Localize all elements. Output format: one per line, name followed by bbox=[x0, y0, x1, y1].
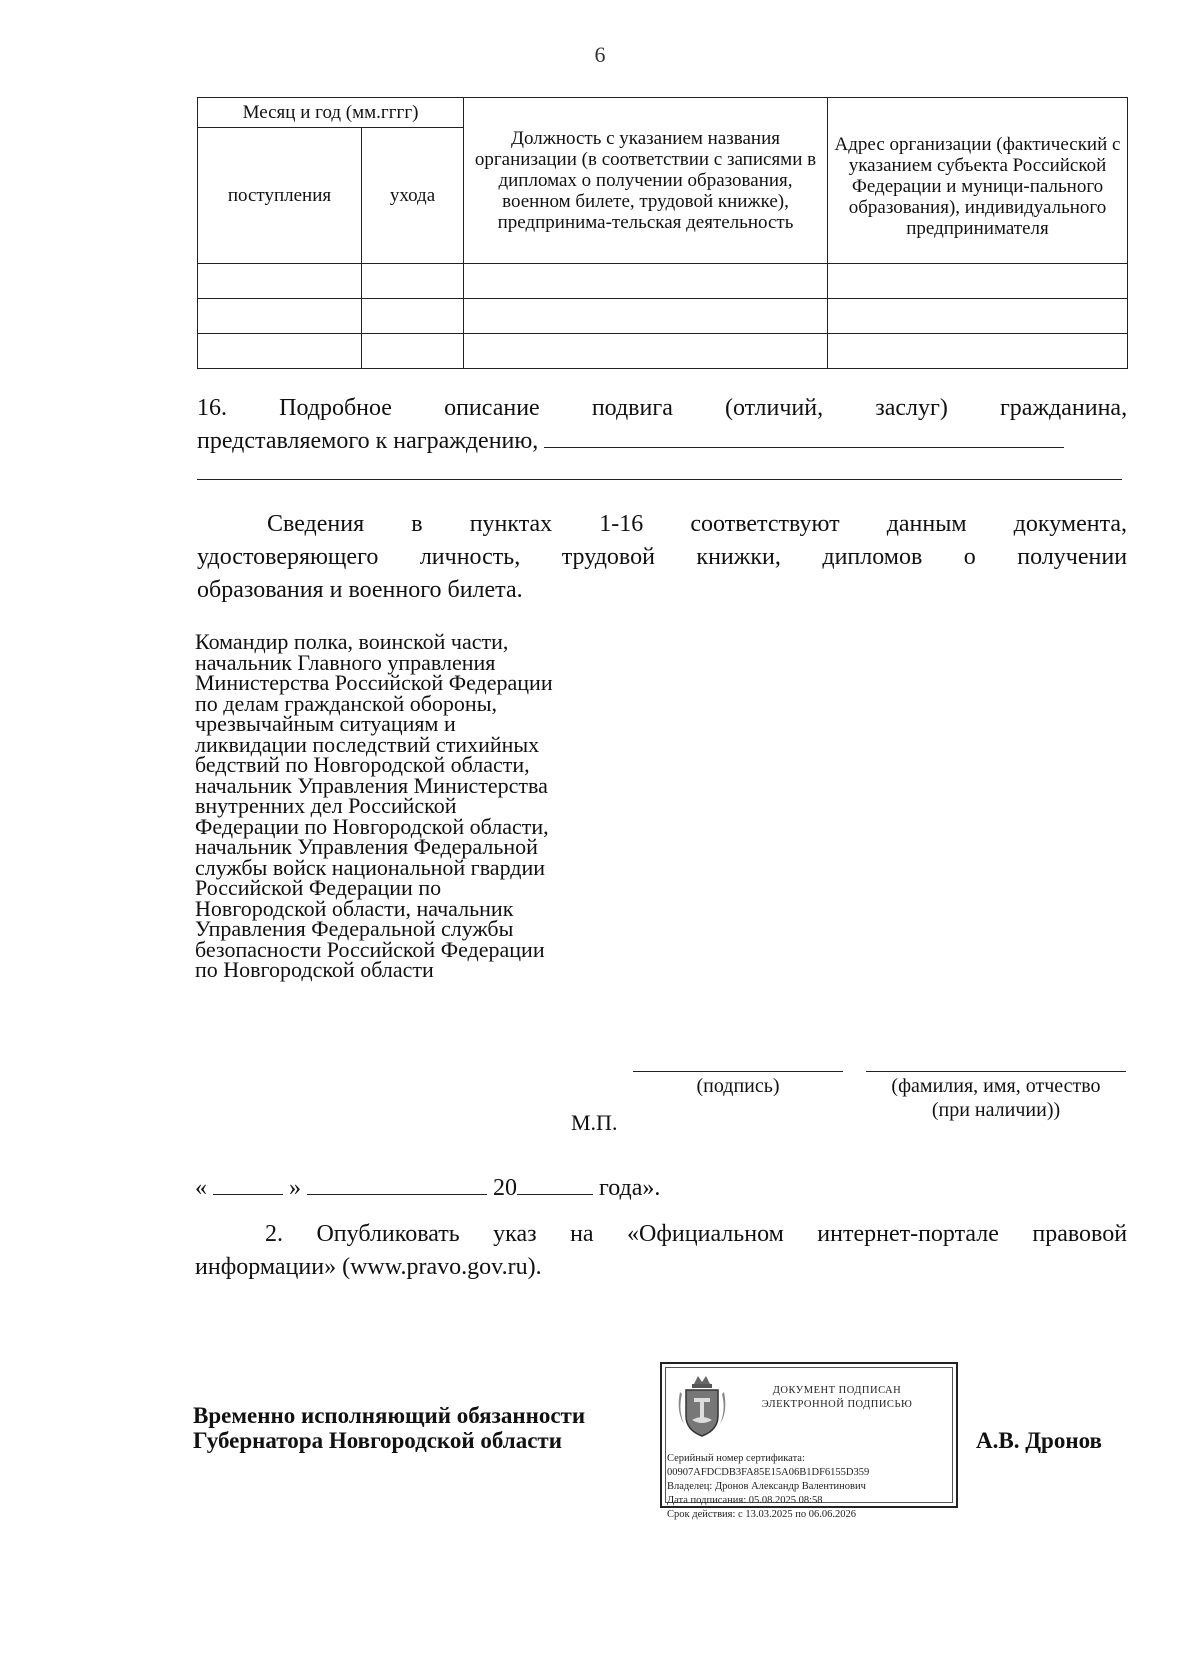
word: Опубликовать bbox=[316, 1221, 460, 1247]
table-row bbox=[198, 264, 1128, 299]
fio-caption-line1: (фамилия, имя, отчество bbox=[891, 1075, 1101, 1097]
confirmation-line3: образования и военного билета. bbox=[197, 577, 523, 603]
fill-line bbox=[544, 425, 1064, 448]
date-open-quote: « bbox=[195, 1175, 207, 1201]
item16-label: представляемого к награждению, bbox=[197, 428, 539, 454]
table-cell bbox=[828, 264, 1128, 299]
e-signature-stamp bbox=[660, 1362, 958, 1520]
word: на bbox=[570, 1221, 594, 1247]
item16-line1 bbox=[197, 392, 1127, 425]
word: о bbox=[963, 544, 976, 570]
year-prefix: 20 bbox=[493, 1175, 517, 1201]
stamp-owner: Владелец: Дронов Александр Валентинович bbox=[667, 1481, 866, 1492]
word: в bbox=[411, 511, 423, 537]
word: указ bbox=[493, 1221, 537, 1247]
table-cell bbox=[362, 264, 464, 299]
item2-line2: информации» (www.pravo.gov.ru). bbox=[195, 1254, 542, 1280]
word: 2. bbox=[265, 1221, 283, 1247]
date-suffix: года». bbox=[599, 1175, 661, 1201]
signer-title-line2: Губернатора Новгородской области bbox=[193, 1428, 562, 1453]
signer-title bbox=[193, 1403, 585, 1453]
word: удостоверяющего bbox=[197, 544, 379, 570]
work-history-table bbox=[197, 97, 1128, 369]
header-month-year: Месяц и год (мм.гггг) bbox=[198, 98, 464, 128]
table-cell bbox=[362, 299, 464, 334]
table-cell bbox=[464, 264, 828, 299]
word: книжки, bbox=[696, 544, 781, 570]
confirmation-paragraph bbox=[197, 508, 1127, 607]
stamp-title bbox=[752, 1384, 922, 1412]
coat-of-arms-icon bbox=[674, 1372, 730, 1442]
header-leave: ухода bbox=[362, 128, 464, 264]
page-number: 6 bbox=[594, 42, 606, 67]
table-cell bbox=[198, 264, 362, 299]
word: «Официальном bbox=[627, 1221, 784, 1247]
word: описание bbox=[444, 395, 540, 421]
table-cell bbox=[198, 334, 362, 369]
word: пунктах bbox=[469, 511, 553, 537]
year-blank bbox=[517, 1172, 593, 1195]
stamp-serial: 00907AFDCDB3FA85E15A06B1DF6155D359 bbox=[667, 1467, 870, 1478]
word: Подробное bbox=[279, 395, 392, 421]
word: гражданина, bbox=[999, 395, 1128, 421]
day-blank bbox=[213, 1172, 283, 1195]
month-blank bbox=[307, 1172, 487, 1195]
stamp-signed-date: Дата подписания: 05.08.2025 08:58 bbox=[667, 1495, 823, 1506]
word: трудовой bbox=[561, 544, 655, 570]
signature-caption: (подпись) bbox=[696, 1075, 780, 1097]
item2-line1 bbox=[195, 1218, 1127, 1251]
word: документа, bbox=[1013, 511, 1128, 537]
date-line bbox=[195, 1172, 660, 1202]
table-cell bbox=[464, 299, 828, 334]
seal-place: М.П. bbox=[571, 1110, 618, 1135]
word: Сведения bbox=[267, 511, 365, 537]
item16-line2 bbox=[197, 425, 1127, 458]
stamp-title-line2: ЭЛЕКТРОННОЙ ПОДПИСЬЮ bbox=[761, 1399, 913, 1410]
header-address: Адрес организации (фактический с указанием субъекта Российской Федерации и муници-пального образования), индивидуального предпринимателя bbox=[828, 98, 1128, 264]
word: 16. bbox=[197, 395, 227, 421]
fio-caption bbox=[856, 1074, 1136, 1122]
table-cell bbox=[464, 334, 828, 369]
word: заслуг) bbox=[875, 395, 948, 421]
date-close-quote: » bbox=[289, 1175, 301, 1201]
stamp-validity: Срок действия: с 13.03.2025 по 06.06.2026 bbox=[667, 1509, 856, 1520]
table-cell bbox=[828, 299, 1128, 334]
signer-title-line1: Временно исполняющий обязанности bbox=[193, 1403, 586, 1428]
table-cell bbox=[198, 299, 362, 334]
fill-line bbox=[197, 479, 1122, 480]
word: подвига bbox=[591, 395, 673, 421]
word: получении bbox=[1017, 544, 1128, 570]
word: дипломов bbox=[822, 544, 923, 570]
word: правовой bbox=[1032, 1221, 1128, 1247]
signature-line bbox=[633, 1071, 843, 1072]
stamp-serial-label: Серийный номер сертификата: bbox=[667, 1453, 805, 1464]
word: соответствуют bbox=[690, 511, 840, 537]
table-row bbox=[198, 334, 1128, 369]
commander-title: Командир полка, воинской части, начальник Главного управления Министерства Российской Федерации по делам гражданской обороны, чрезвычайным ситуациям и ликвидации последствий стихийных бедствий по Новгородской области, начальник Управления Министерства внутренних дел Российской Федерации по Новгородской области, начальник Управления Федеральной службы войск национальной гвардии Российской Федерации по Новгородской области, начальник Управления Федеральной службы безопасности Российской Федерации по Новгородской области bbox=[195, 629, 553, 982]
table-row bbox=[198, 299, 1128, 334]
stamp-details bbox=[667, 1452, 952, 1522]
confirmation-line2 bbox=[197, 541, 1127, 574]
fio-line bbox=[866, 1071, 1126, 1072]
word: данным bbox=[886, 511, 967, 537]
confirmation-line1 bbox=[197, 508, 1127, 541]
signer-name: А.В. Дронов bbox=[976, 1428, 1102, 1453]
table-cell bbox=[362, 334, 464, 369]
header-entry: поступления bbox=[198, 128, 362, 264]
word: интернет-портале bbox=[817, 1221, 999, 1247]
word: 1-16 bbox=[599, 511, 644, 537]
table-cell bbox=[828, 334, 1128, 369]
item2-paragraph bbox=[195, 1218, 1127, 1284]
item16-paragraph bbox=[197, 392, 1127, 458]
fio-caption-line2: (при наличии)) bbox=[931, 1099, 1061, 1121]
word: (отличий, bbox=[724, 395, 824, 421]
stamp-title-line1: ДОКУМЕНТ ПОДПИСАН bbox=[772, 1385, 902, 1396]
header-position: Должность с указанием названия организации (в соответствии с записями в дипломах о получении образования, военном билете, трудовой книжке), предпринима-тельская деятельность bbox=[464, 98, 828, 264]
word: личность, bbox=[419, 544, 521, 570]
